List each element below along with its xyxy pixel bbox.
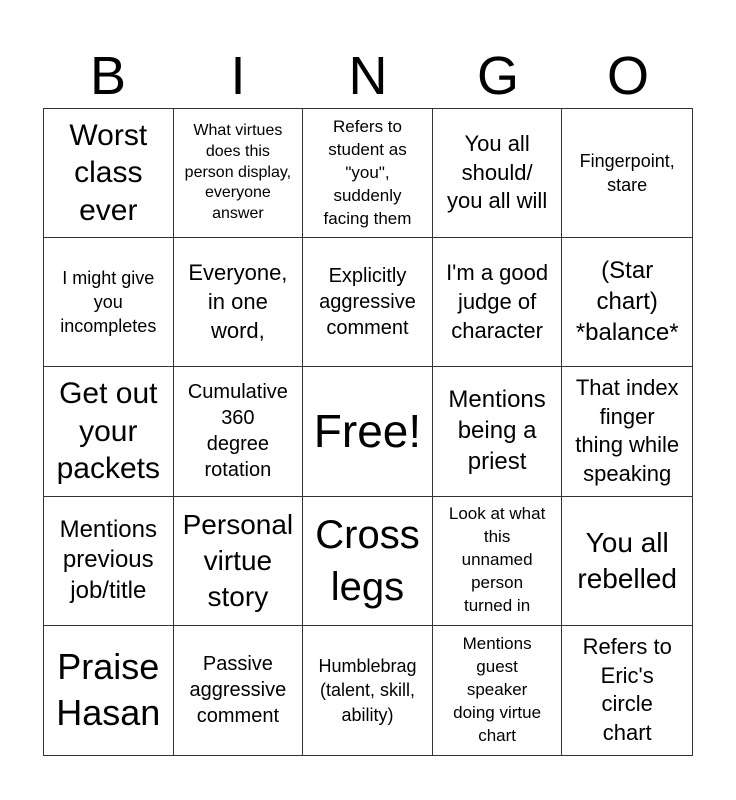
bingo-cell[interactable]: What virtues does this person display, everyone answer	[174, 109, 304, 238]
bingo-cell[interactable]: Look at what this unnamed person turned in	[433, 497, 563, 626]
bingo-cell[interactable]: Cumulative 360 degree rotation	[174, 367, 304, 496]
bingo-cell[interactable]: Mentions previous job/title	[44, 497, 174, 626]
bingo-cell[interactable]: That index finger thing while speaking	[562, 367, 692, 496]
bingo-cell[interactable]: Worst class ever	[44, 109, 174, 238]
bingo-cell[interactable]: Humblebrag (talent, skill, ability)	[303, 626, 433, 755]
bingo-cell[interactable]: (Star chart) *balance*	[562, 238, 692, 367]
header-letter-n: N	[348, 46, 388, 106]
bingo-board	[43, 108, 693, 756]
bingo-cell[interactable]: Explicitly aggressive comment	[303, 238, 433, 367]
bingo-cell[interactable]: You all rebelled	[562, 497, 692, 626]
header-letter-g: G	[476, 46, 519, 106]
header-letter-b: B	[89, 46, 127, 106]
bingo-cell[interactable]: I'm a good judge of character	[433, 238, 563, 367]
bingo-cell[interactable]: Get out your packets	[44, 367, 174, 496]
bingo-cell[interactable]: Fingerpoint, stare	[562, 109, 692, 238]
bingo-cell[interactable]: Praise Hasan	[44, 626, 174, 755]
bingo-cell[interactable]: You all should/ you all will	[433, 109, 563, 238]
bingo-cell[interactable]: Passive aggressive comment	[174, 626, 304, 755]
bingo-cell-free[interactable]: Free!	[303, 367, 433, 496]
bingo-cell[interactable]: Everyone, in one word,	[174, 238, 304, 367]
bingo-cell[interactable]: Personal virtue story	[174, 497, 304, 626]
bingo-header	[43, 44, 693, 108]
bingo-cell[interactable]: Refers to student as "you", suddenly facing them	[303, 109, 433, 238]
bingo-cell[interactable]: Refers to Eric's circle chart	[582, 634, 672, 745]
bingo-cell[interactable]: Mentions being a priest	[433, 367, 563, 496]
bingo-cell[interactable]: I might give you incompletes	[44, 238, 174, 367]
header-letter-i: I	[230, 46, 246, 106]
header-letter-o: O	[606, 46, 649, 106]
bingo-cell[interactable]: Mentions guest speaker doing virtue chart	[433, 626, 563, 755]
bingo-cell[interactable]: Cross legs	[303, 497, 433, 626]
